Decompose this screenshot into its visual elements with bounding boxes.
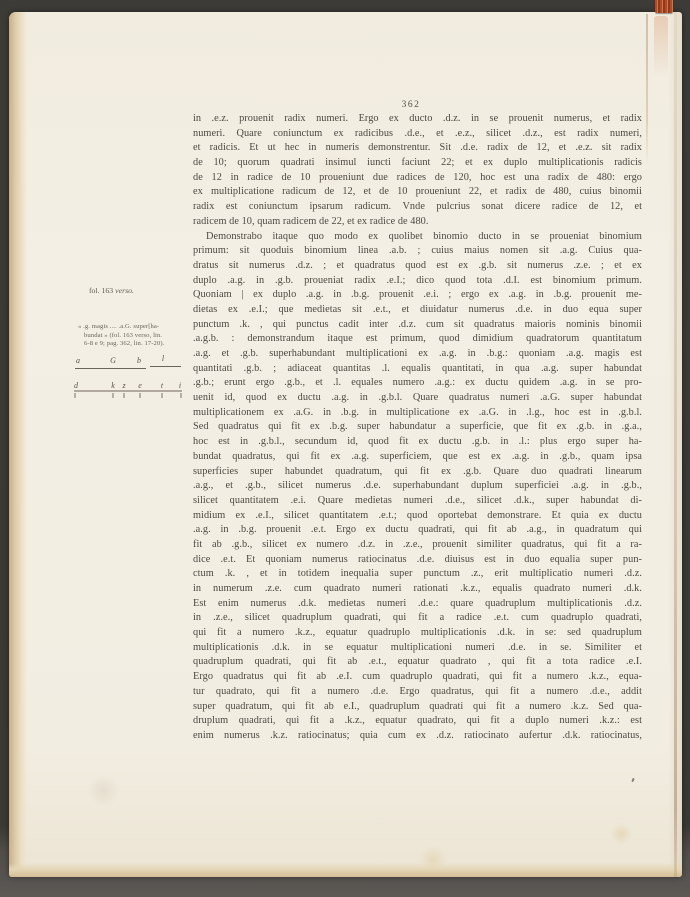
text-line: dratus sit numerus .d.z. ; et quadratus quod est ex .g.b. sit numerus .z.e. ; et ex [193,259,642,271]
text-line: druplum quadrati, qui fit a .k.z., equatur quadrato, qui fit a duplo numeri .k.z.: est [193,715,642,727]
text-line: .a.g., et .g.b., silicet numerus .d.e. superhabundant duplum superficiei .a.g. in .g.b., [193,480,642,492]
red-bookmark-tab [655,0,673,13]
text-line: ex multiplicatione radicum de 12, et de 10 proueniunt 22, et radix de 480, cuius binomii [193,186,642,198]
diagram-label: e [138,381,142,390]
margin-diagram [72,352,186,400]
text-line: dietas ex .e.I.; que medietas sit .e.t., et diuidatur numerus .d.e. in duo equa super [193,303,642,315]
page-crease-line [646,14,648,166]
text-line: Sed quadratus qui fit ex .b.g. super habundatur a superficie, que fit ex .g.b. in .g.a., [193,421,642,433]
diagram-label: b [137,356,141,365]
text-line: super quadratum, qui fit ab e.I., quadruplum quadrati qui fit a numero .k.z. Sed qua- [193,700,642,712]
text-line: multiplicationis .d.k. in se equatur multiplicationi numeri .d.e. in se. Similiter et [193,641,642,653]
text-line: Ergo quadratus qui fit ab .e.I. cum quadruplo quadrati, qui fit a numero .k.z., equa- [193,671,642,683]
main-text [193,112,642,744]
text-line: radix est coniunctum ipsarum radicum. Vnde pulcrius sonat dicere radice de 12, et [193,201,642,213]
diagram-label: t [160,381,164,390]
text-line: silicet quantitatem .e.i. Quare medietas numeri .d.e., silicet .d.k., super habundat di- [193,494,642,506]
apparatus-note-line: bundat » (fol. 163 verso, lin. [84,331,163,339]
text-line: primum: sit quoduis binomium linea .a.b. ; cuius maius nomen sit .a.g. Cuius qua- [193,245,642,257]
text-line: quantitati .g.b. ; adiaceat quantitas .l. equalis quantitati, in qua .a.g. super habundat [193,362,642,374]
diagram-label: l [161,354,165,363]
apparatus-note [78,323,198,349]
text-line: de 12 in radice de 10 proueniunt due radices de 120, hoc est una radix de 480: ergo [193,171,642,183]
text-line: et radicis. Et ut hec in numeris demonstrentur. Sit .d.e. radix de 12, et .e.z. sit radix [193,142,642,154]
text-line: hoc est in .g.b.l., secundum id, quod fit ex ductu .g.b. in .l.: plus ergo super ha- [193,436,642,448]
text-line: Quoniam | ex duplo .a.g. in .b.g. prouenit .e.i. ; ergo ex .a.g. in .b.g. prouenit me- [193,289,642,301]
red-smudge [654,16,668,76]
apparatus-note-line: 6-8 e 9; pag. 362, lin. 17-20). [84,340,165,348]
text-line: tur quadrato, qui fit a numero .d.e. Ergo quadratus, qui fit a numero .d.e., addit [193,685,642,697]
diagram-label: z [122,381,126,390]
text-line: superficies super habundet quadratum, qui fit ex .g.b. Quare duo quadrati linearum [193,465,642,477]
text-line: uenit id, quod ex ductu .a.g. in .g.b.l. Quare quadratus numeri .a.G. super habundat [193,392,642,404]
text-line: Demonstrabo itaque quo modo ex quolibet binomio ducto in se proueniat binomium [206,230,642,242]
diagram-label: G [110,356,116,365]
apparatus-note-line: « .g. magis .... .a.G. super[ha- [78,323,160,330]
text-line: in numerum .z.e. cum quadrato numeri rationati .k.z., equalis quadrato numeri .d.k. [193,583,642,594]
folio-note [70,286,134,295]
text-line: duplo .a.g. in .g.b. proueniat radix .e.I.; dico quod tota .d.I. est binomium primum. [193,274,642,286]
page-bottom-edge [9,863,682,877]
text-line: .a.g.b. : demonstrandum itaque est primum, quod dimidium quadratorum quantitatum [193,333,642,345]
text-line: .a.g. et .g.b. superhabundant multiplicationi ex .a.g. in .b.g.: quoniam .a.g. magis est [193,348,642,359]
diagram-label: i [178,381,182,390]
text-line: multiplicationem ex .a.G. in .b.g. in multiplicatione ex .a.G. in .l.g., hoc est in .g.b.l. [193,406,642,418]
text-line: de 10; quorum quadrati insimul iuncti faciunt 22; et ex duplo multiplicationis radicis [193,157,642,169]
text-line: dice .e.t. Et quoniam numerus ratiocinatus .d.e. diuisus est in duo equalia super pun- [193,553,642,565]
text-line: midium ex .e.I., silicet quantitatem .e.t.; quod oportebat demonstrare. Et quia ex ductu [193,509,642,521]
text-line: .a.g. in .b.g. prouenit .e.t. Ergo ex ductu quadrati, qui fit ab .a.g., in quadratum qui [193,524,642,536]
diagram-label: k [111,381,115,390]
page-number: 362 [401,100,421,110]
page-right-crease [674,12,677,877]
text-line: qui fit a numero .k.z., equatur quadruplo multiplicationis .d.k. in se: sed quadruplum [193,627,642,639]
text-line: bundat quadratus, qui fit ex .a.g. superficiem, que est ex .a.g. in .g.b., quam ipsa [193,450,642,462]
page-left-edge [9,12,27,877]
text-line: Est enim numerus .d.k. medietas numeri .d.e.: quare quadruplum multiplicationis .d.z. [193,597,642,609]
text-line: numeri. Quare coniunctum ex radicibus .d.e., et .e.z., silicet .d.z., est radix numeri, [193,127,642,139]
folio-note-prefix: fol. 163 [88,286,116,295]
text-line: quadruplum quadrati, qui fit ab .e.t., equatur quadrato , qui fit a tota radice .e.I. [193,656,642,668]
diagram-label: d [74,381,78,390]
text-line: in .e.z. prouenit radix numeri. Ergo ex ducto .d.z. in se prouenit numerus, et radix [193,113,642,124]
text-line: .g.b.; erunt ergo .g.b., et .l. equales numero .a.g.: ex ductu quidem .a.g. in se pro- [193,377,642,389]
text-line: enim numerus .k.z. ratiocinatus; quia cum ex .d.z. ratiocinato aufertur .d.k. ratiocinatus, [193,729,642,741]
text-line: radicem de 10, quam radicem de 22, et ex radice de 480. [193,215,429,227]
text-line: fit ab .g.b., silicet ex numero .d.z. in .z.e., prouenit similiter quadratus, qui fit a ra- [193,538,642,550]
text-line: in .z.e., silicet quadruplum quadrati, qui fit a radice .e.t. cum quadruplo quadrati, [193,612,642,624]
text-line: ctum .k. , et in totidem inequalia super punctum .z., erit multiplicatio numeri .d.z. [193,568,642,580]
folio-note-verso: verso. [115,286,134,295]
diagram-label: a [76,356,80,365]
text-line: punctum .k. , qui punctus cadit inter .d.z. cum sit quadratus maioris nominis binomii [193,318,642,330]
